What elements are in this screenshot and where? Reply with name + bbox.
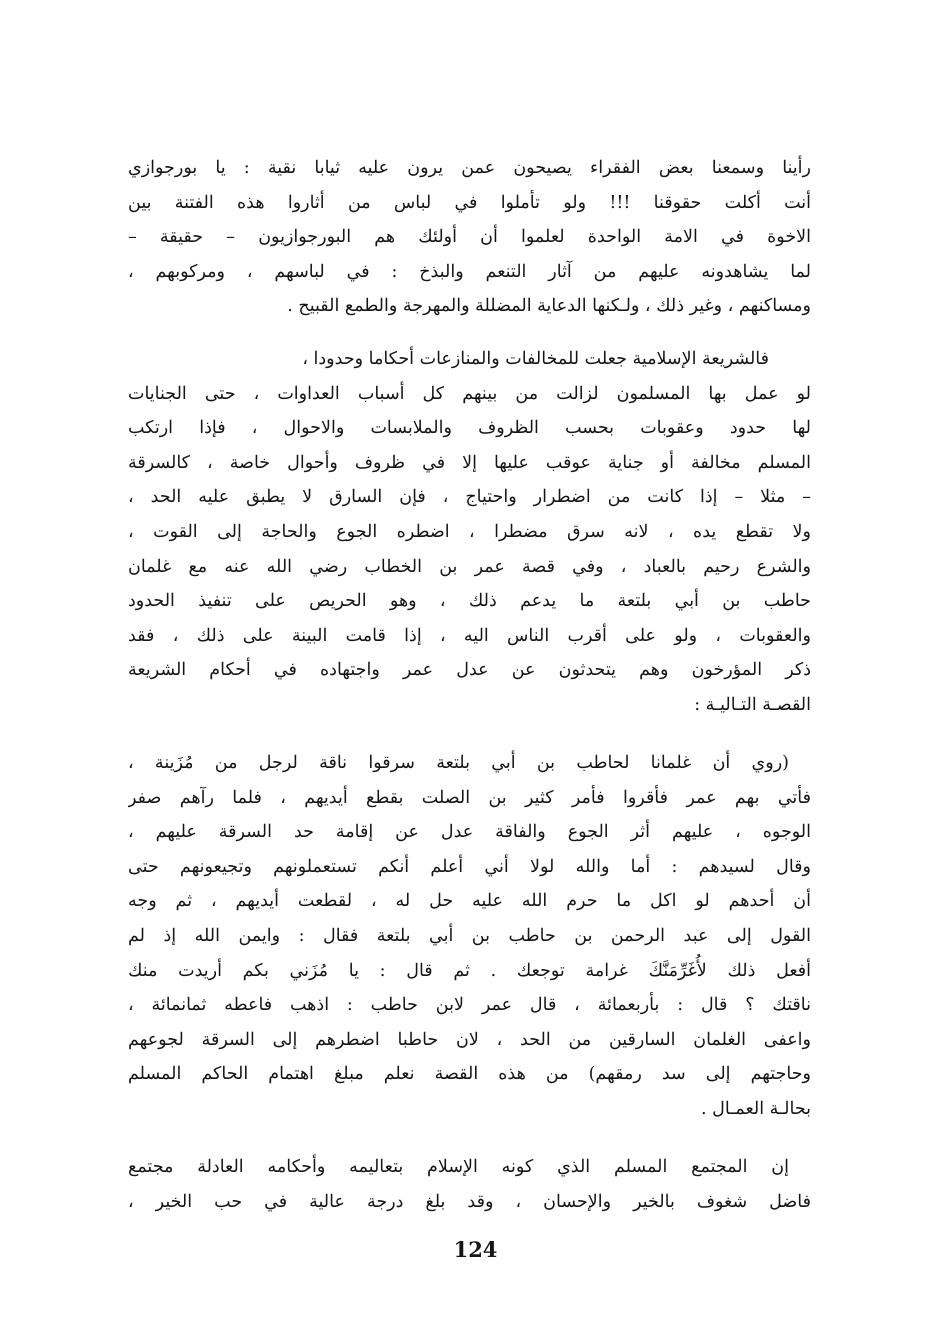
paragraph-2 (128, 342, 811, 723)
text-line: فالشريعة الإسلامية جعلت للمخالفات والمنازعات أحكاما وحدودا ، (302, 349, 769, 369)
text-line: ومساكنهم ، وغير ذلك ، ولـكنها الدعاية المضللة والمهرجة والطمع القبيح . (287, 296, 811, 317)
text-line: الاخوة في الامة الواحدة لعلموا أن أولئك هم البورجوازيون – حقيقة – (128, 227, 811, 248)
text-line: واعفى الغلمان السارقين من الحد ، لان حاطبا اضطرهم إلى السرقة لجوعهم (128, 1029, 811, 1050)
text-line: ولا تقطع يده ، لانه سرق مضطرا ، اضطره الجوع والحاجة إلى القوت ، (128, 521, 811, 542)
page-number: 124 (453, 1237, 498, 1262)
text-line: ذكر المؤرخون وهم يتحدثون عن عدل عمر واجتهاده في أحكام الشريعة (128, 660, 811, 681)
text-line: فأتي بهم عمر فأقروا فأمر كثير بن الصلت بقطع أيديهم ، فلما رآهم صفر (128, 787, 811, 808)
text-line: أنت أكلت حقوقنا !!! ولو تأملوا في لباس من أثاروا هذه الفتنة بين (128, 192, 811, 213)
text-line: لو عمل بها المسلمون لزالت من بينهم كل أسباب العداوات ، حتى الجنايات (128, 383, 811, 404)
text-line: رأينا وسمعنا بعض الفقراء يصيحون عمن يرون عليه ثيابا نقية : يا بورجوازي (128, 158, 811, 178)
text-line: القول إلى عبد الرحمن بن حاطب بن أبي بلتعة فقال : وايمن الله إذ لم (128, 925, 811, 946)
paragraph-3-quote (128, 746, 811, 1127)
text-line: إن المجتمع المسلم الذي كونه الإسلام بتعاليمه وأحكامه العادلة مجتمع (128, 1157, 789, 1177)
text-line: أفعل ذلك لأُغَرِّمَنَّكَ غرامة توجعك . ثم قال : يا مُزَني بكم أريدت منك (128, 960, 811, 981)
text-line: المسلم مخالفة أو جناية عوقب عليها إلا في ظروف وأحوال خاصة ، كالسرقة (128, 452, 811, 473)
text-line: والشرع رحيم بالعباد ، وفي قصة عمر بن الخطاب رضي الله عنه مع غلمان (128, 556, 811, 577)
text-line: وحاجتهم إلى سد رمقهم) من هذه القصة نعلم مبلغ اهتمام الحاكم المسلم (128, 1064, 811, 1085)
paragraph-1 (128, 151, 811, 324)
text-line: أن أحدهم لو اكل ما حرم الله عليه حل له ، لقطعت أيديهم ، ثم وجه (128, 891, 811, 912)
text-line: بحالـة العمـال . (701, 1098, 811, 1119)
text-line: القصـة التـاليـة : (694, 694, 811, 715)
text-line: ناقتك ؟ قال : بأربعمائة ، قال عمر لابن حاطب : اذهب فاعطه ثمانمائة ، (128, 995, 811, 1016)
text-line: – مثلا – إذا كانت من اضطرار واحتياج ، فإن السارق لا يطبق عليه الحد ، (128, 487, 811, 508)
text-line: (روي أن غلمانا لحاطب بن أبي بلتعة سرقوا ناقة لرجل من مُزَينة ، (128, 753, 789, 773)
text-line: والعقوبات ، ولو على أقرب الناس اليه ، إذا قامت البينة على ذلك ، فقد (128, 625, 811, 646)
text-line: الوجوه ، عليهم أثر الجوع والفاقة عدل عن إقامة حد السرقة عليهم ، (128, 822, 811, 843)
text-line: لها حدود وعقوبات بحسب الظروف والملابسات والاحوال ، فإذا ارتكب (128, 418, 811, 439)
text-line: حاطب بن أبي بلتعة ما يدعم ذلك ، وهو الحريص على تنفيذ الحدود (128, 591, 811, 612)
text-line: لما يشاهدونه عليهم من آثار التنعم والبذخ : في لباسهم ، ومركوبهم ، (128, 261, 811, 282)
paragraph-4 (128, 1150, 811, 1219)
text-line: وقال لسيدهم : أما والله لولا أني أعلم أنكم تستعملونهم وتجيعونهم حتى (128, 856, 811, 877)
text-line: فاضل شغوف بالخير والإحسان ، وقد بلغ درجة عالية في حب الخير ، (128, 1191, 811, 1212)
